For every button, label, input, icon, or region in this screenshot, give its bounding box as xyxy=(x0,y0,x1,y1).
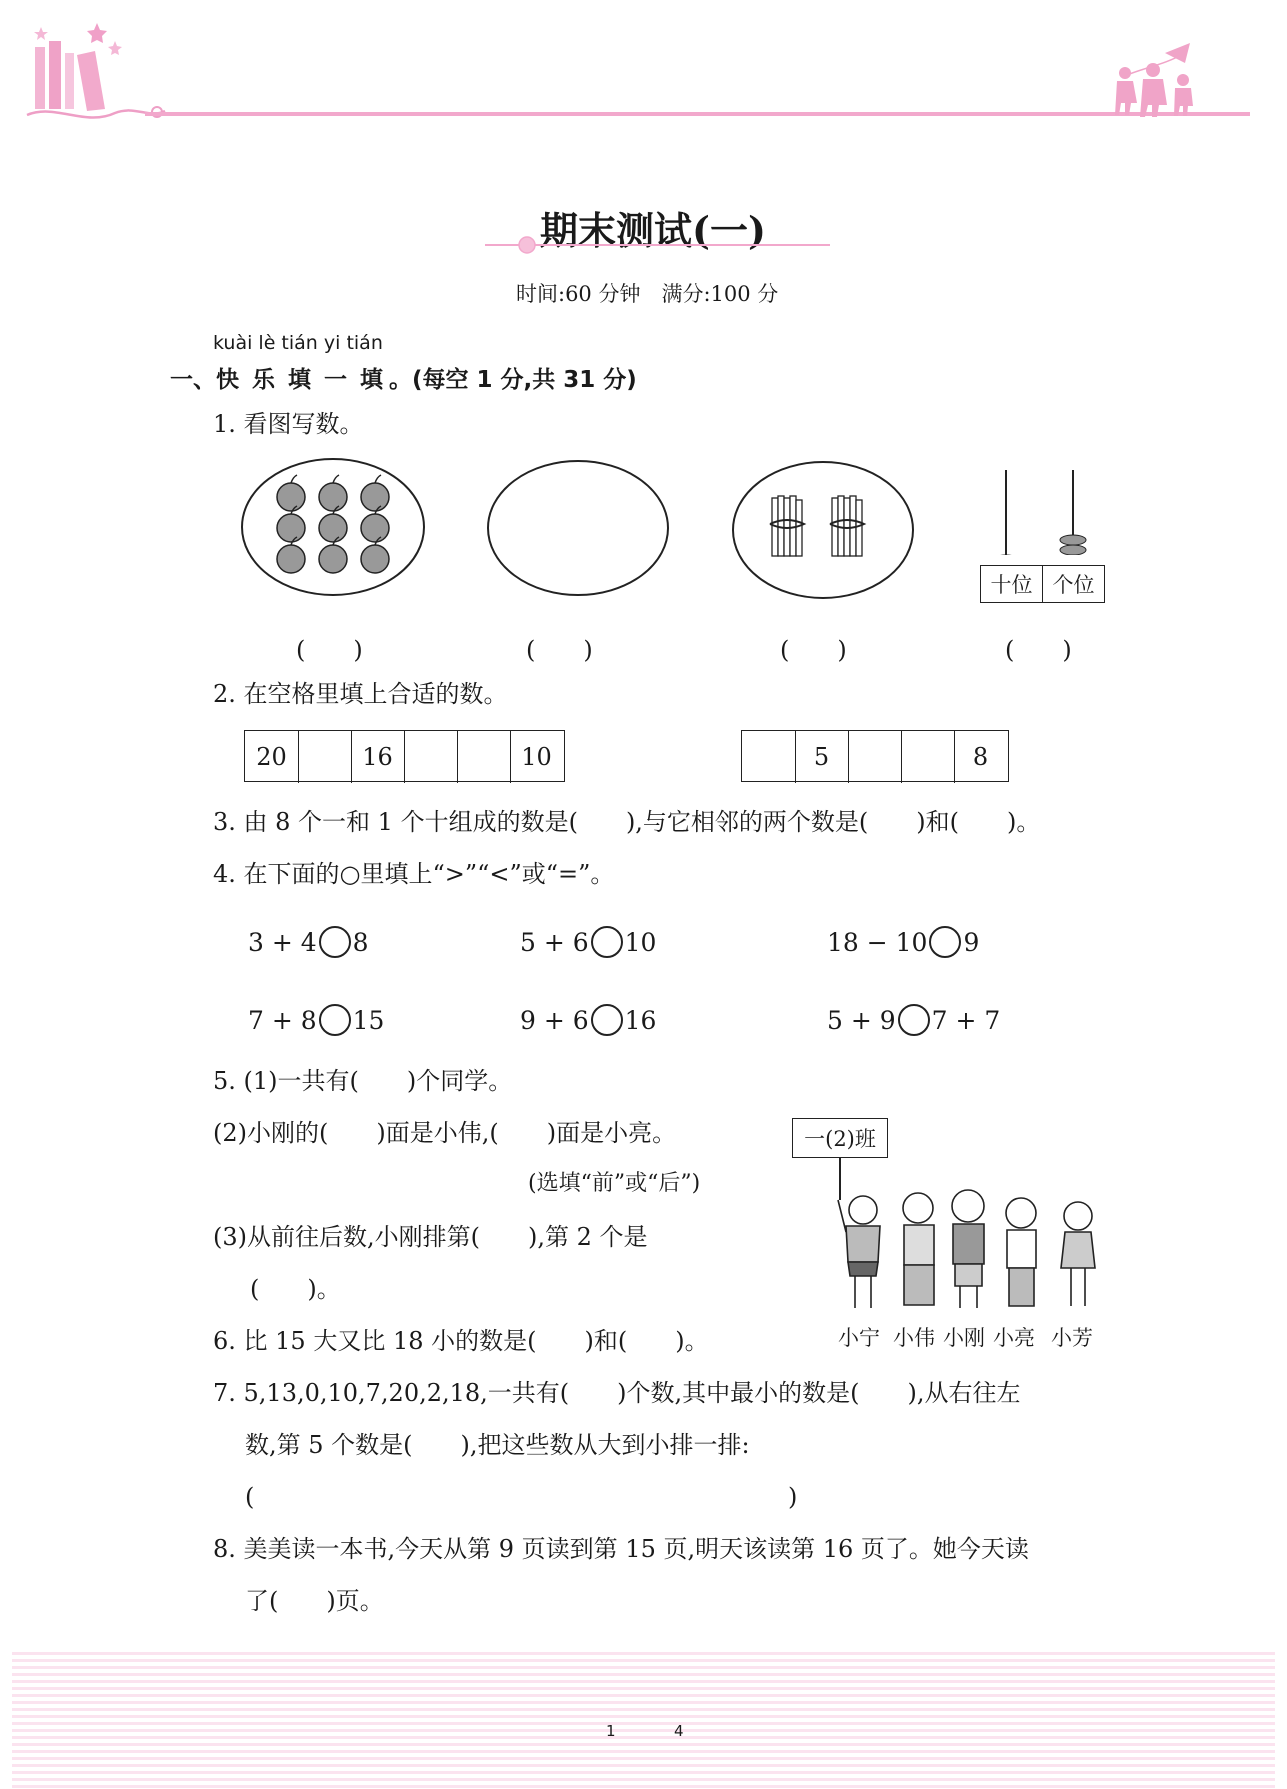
compare-right: 7 + 7 xyxy=(931,1005,1001,1035)
q3-text: 3. 由 8 个一和 1 个十组成的数是( ),与它相邻的两个数是( )和( )。 xyxy=(213,808,1041,836)
q5-hint: (选填“前”或“后”) xyxy=(528,1171,701,1196)
number-cell[interactable] xyxy=(742,731,796,783)
compare-circle[interactable] xyxy=(591,1004,623,1036)
section-heading-char: 一 xyxy=(324,367,347,393)
sticks-plate xyxy=(730,458,916,602)
compare-right: 10 xyxy=(624,927,657,957)
student-name: 小刚 xyxy=(943,1326,985,1350)
number-row-2 xyxy=(741,730,1009,782)
empty-plate xyxy=(485,458,671,598)
abacus-label-tens: 十位 xyxy=(981,566,1043,602)
q5-line3: (3)从前往后数,小刚排第( ),第 2 个是 xyxy=(213,1223,648,1251)
student-name: 小宁 xyxy=(838,1326,880,1350)
number-row-1 xyxy=(244,730,565,782)
compare-left: 5 + 9 xyxy=(827,1005,896,1035)
compare-left: 18 − 10 xyxy=(827,927,928,957)
answer-blank[interactable]: ( ) xyxy=(780,636,847,664)
compare-item xyxy=(827,926,979,958)
section-heading xyxy=(170,361,637,394)
number-cell[interactable] xyxy=(901,731,955,783)
abacus xyxy=(970,465,1110,555)
apples-plate xyxy=(238,455,428,600)
q8-line1: 8. 美美读一本书,今天从第 9 页读到第 15 页,明天该读第 16 页了。她今天读 xyxy=(213,1535,1029,1563)
q5-line1: 5. (1)一共有( )个同学。 xyxy=(213,1067,513,1095)
q7-answer-open[interactable]: ( xyxy=(245,1483,255,1511)
section-heading-char: 快 xyxy=(216,367,239,393)
q8-line2: 了( )页。 xyxy=(245,1587,384,1615)
answer-blank[interactable]: ( ) xyxy=(1005,636,1072,664)
compare-right: 8 xyxy=(352,927,369,957)
student-names xyxy=(838,1322,1093,1352)
compare-circle[interactable] xyxy=(898,1004,930,1036)
compare-left: 9 + 6 xyxy=(520,1005,589,1035)
compare-right: 9 xyxy=(963,927,980,957)
q7-line2: 数,第 5 个数是( ),把这些数从大到小排一排: xyxy=(245,1431,750,1459)
q6-text: 6. 比 15 大又比 18 小的数是( )和( )。 xyxy=(213,1327,709,1355)
abacus-place-labels xyxy=(980,565,1105,603)
number-cell: 16 xyxy=(351,731,405,783)
children-kite-icon xyxy=(1115,43,1193,117)
page-number-left: 1 xyxy=(606,1722,616,1740)
section-heading-char: 乐 xyxy=(252,367,275,393)
section-heading-char: 填 xyxy=(288,367,311,393)
number-cell: 8 xyxy=(972,743,989,771)
compare-item xyxy=(520,926,656,958)
q2-text: 2. 在空格里填上合适的数。 xyxy=(213,680,508,708)
q5-line2: (2)小刚的( )面是小伟,( )面是小亮。 xyxy=(213,1119,677,1147)
title-underline xyxy=(485,235,830,257)
compare-right: 16 xyxy=(624,1005,657,1035)
section-heading-prefix: 一、 xyxy=(170,367,216,393)
student-name: 小亮 xyxy=(993,1326,1035,1350)
q1-text: 1. 看图写数。 xyxy=(213,410,364,438)
number-cell: 20 xyxy=(245,731,299,783)
q5-line4: ( )。 xyxy=(250,1275,341,1303)
header-decoration xyxy=(25,15,1265,130)
compare-item xyxy=(520,1004,656,1036)
number-cell: 5 xyxy=(795,731,849,783)
compare-circle[interactable] xyxy=(319,926,351,958)
number-cell[interactable] xyxy=(848,731,902,783)
section-heading-char: 填 xyxy=(360,367,383,393)
class-sign: 一(2)班 xyxy=(792,1118,888,1158)
student-name: 小伟 xyxy=(893,1326,935,1350)
footer-band xyxy=(12,1652,1275,1789)
answer-blank[interactable]: ( ) xyxy=(526,636,593,664)
q7-line1: 7. 5,13,0,10,7,20,2,18,一共有( )个数,其中最小的数是( ),从右往左 xyxy=(213,1379,1021,1407)
compare-item xyxy=(827,1004,1000,1036)
compare-circle[interactable] xyxy=(929,926,961,958)
abacus-label-ones: 个位 xyxy=(1052,573,1095,597)
number-cell: 10 xyxy=(521,743,552,771)
student-name: 小芳 xyxy=(1051,1326,1093,1350)
page-title: 期末测试(一) xyxy=(540,208,766,253)
number-cell[interactable] xyxy=(298,731,352,783)
compare-left: 7 + 8 xyxy=(248,1005,317,1035)
students-illustration xyxy=(828,1158,1118,1318)
section-pinyin: kuài lè tián yi tián xyxy=(213,332,383,354)
number-cell[interactable] xyxy=(457,731,511,783)
compare-right: 15 xyxy=(352,1005,385,1035)
compare-item xyxy=(248,926,369,958)
compare-circle[interactable] xyxy=(591,926,623,958)
compare-left: 3 + 4 xyxy=(248,927,317,957)
section-heading-suffix: 。(每空 1 分,共 31 分) xyxy=(389,367,637,393)
compare-circle[interactable] xyxy=(319,1004,351,1036)
number-cell[interactable] xyxy=(404,731,458,783)
page-number-right: 4 xyxy=(674,1722,684,1740)
compare-item xyxy=(248,1004,384,1036)
q7-answer-close: ) xyxy=(788,1483,798,1511)
exam-meta: 时间:60 分钟 满分:100 分 xyxy=(516,282,779,306)
compare-left: 5 + 6 xyxy=(520,927,589,957)
q4-text: 4. 在下面的○里填上“>”“<”或“=”。 xyxy=(213,860,615,888)
answer-blank[interactable]: ( ) xyxy=(296,636,363,664)
books-stars-icon xyxy=(27,23,165,118)
